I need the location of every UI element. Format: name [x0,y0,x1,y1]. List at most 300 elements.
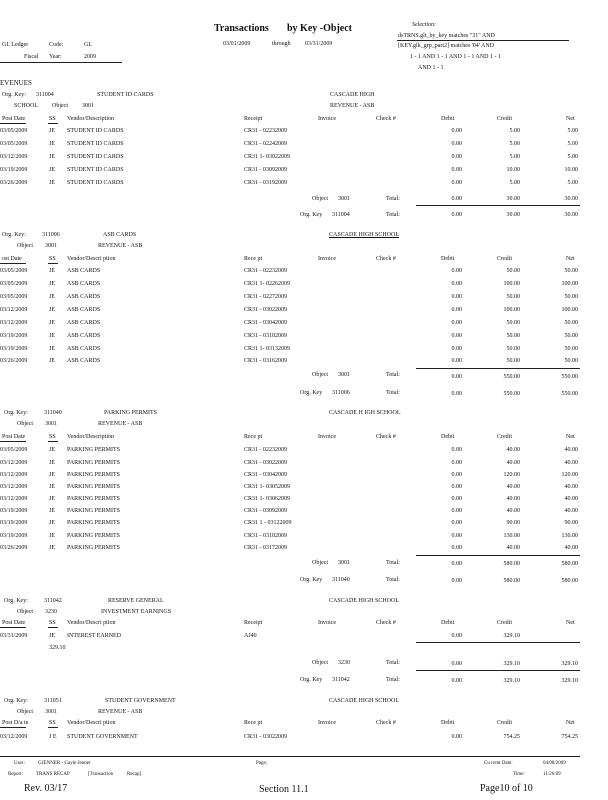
object-desc: REVENUE - ASB [330,103,375,109]
row-debit: 0.00 [451,268,462,274]
col-ss-underline [48,441,58,442]
org-key-value: 311006 [42,232,60,238]
org-total-credit: 329.10 [503,678,520,684]
row-vendor: ASB CARDS [67,333,101,339]
row-ss: J E [49,734,57,740]
col-check: Check # [376,720,396,726]
col-credit: Credit [497,256,512,262]
object-desc: REVENUE - ASB [98,421,143,427]
current-date-label: Cu rrent Date: [484,761,513,766]
row-date: 03/31/2009 [0,633,28,639]
org-school: CASCADE HIGH [330,92,375,98]
row-debit: 0.00 [451,496,462,502]
row-credit: 40.00 [506,508,520,514]
fiscal-label: Fiscal [24,54,39,60]
year-label: Year: [49,54,62,60]
row-net: 40.00 [564,508,578,514]
org-key-desc: ASB CARDS [103,232,137,238]
col-receipt: Receipt [244,620,263,626]
org-school: CASCADE HIGH SCHOOL [329,598,400,604]
date-to: 03/31/2009 [305,41,333,47]
row-date: 03/05/2009 [0,447,28,453]
row-debit: 0.00 [451,180,462,186]
row-date: 03/05/2009 [0,141,28,147]
user-value: GJENNER - Gayle Jenner [38,761,91,766]
row-date: 03/05/2009 [0,268,28,274]
row-debit: 0.00 [451,484,462,490]
row-receipt: CR31 - 03192009 [244,180,288,186]
col-vendor: Vendor/Descri ption [67,720,116,726]
row-credit: 10.00 [506,167,520,173]
col-check: Check # [376,256,396,262]
org-total-label: Org. Key [300,212,323,218]
col-date: Post D/a te [2,720,29,726]
col-net: Net [566,256,575,262]
row-debit: 0.00 [451,154,462,160]
object-total-net: 329.10 [561,661,578,667]
object-value: 3001 [82,103,94,109]
row-debit: 0.00 [451,460,462,466]
row-net: 50.00 [564,358,578,364]
col-vendor: Vendor/Descri ption [67,256,116,262]
selection-line-4: AND 1 - 1 [418,65,444,71]
row-receipt: CR31 - 03022009 [244,734,288,740]
date-from: 03/01/2009 [223,41,251,47]
row-ss: JE [49,346,55,352]
row-receipt: CR31 - 02272009 [244,294,288,300]
col-debit: Debit [441,720,455,726]
col-debit: Debit [441,620,455,626]
row-net: 130.00 [561,533,578,539]
code-value: GL [84,42,92,48]
col-receipt: Receipt [244,116,263,122]
footer-rule [0,756,580,757]
col-ss: SS [49,720,56,726]
object-total-code: 3230 [338,660,350,666]
row-receipt: CR31 - 03102009 [244,333,288,339]
object-total-credit: 329.10 [503,661,520,667]
col-credit: Credit [497,434,512,440]
row-ss: JE [49,545,55,551]
row-credit: 754.25 [503,734,520,740]
org-key-value: 311040 [44,410,62,416]
row-debit: 0.00 [451,307,462,313]
row-vendor: ASB CARDS [67,281,101,287]
row-receipt: CR31 1- 03022009 [244,154,291,160]
row-vendor: PARKING PERMITS [67,545,120,551]
row-debit: 0.00 [451,358,462,364]
row-receipt: CR31 - 03022009 [244,307,288,313]
col-check: Check # [376,116,396,122]
org-key-label: Org. Key: [4,598,28,604]
row-receipt: CR31 1- 03132009 [244,346,291,352]
org-total-code: 311042 [332,677,350,683]
col-ss: SS [49,434,56,440]
through-label: through [272,41,291,47]
object-label: Object [17,609,33,615]
col-vendor: Vendor/Descri ption [67,620,116,626]
org-total-debit: 0.00 [451,391,462,397]
row-net: 754.25 [561,734,578,740]
col-receipt: Rece pt [244,720,263,726]
org-total-label: Org. Key [300,577,323,583]
total-label: Total: [386,390,400,396]
row-debit: 0.00 [451,128,462,134]
row-receipt: CR31 - 02242009 [244,141,288,147]
col-check: Check # [376,434,396,440]
total-label: Total: [386,577,400,583]
row-net: 50.00 [564,268,578,274]
row-date: 03/19/2009 [0,167,28,173]
selection-line-2: [KEY.glk_grp_part2] matches '04' AND [398,43,495,49]
row-ss: JE [49,294,55,300]
row-net: 100.00 [561,307,578,313]
row-receipt: CR31 - 03092009 [244,508,288,514]
object-total-label: Object [312,660,328,666]
org-total-label: Org. Key [300,677,323,683]
code-label: Code: [49,42,64,48]
object-total-code: 3001 [338,372,350,378]
section-heading: EVENUES [0,79,32,87]
row-ss: JE [49,508,55,514]
row-debit: 0.00 [451,167,462,173]
row-ss: JE [49,496,55,502]
col-ss: SS [49,116,56,122]
row-ss: JE [49,281,55,287]
report-value: TRANS RECAP [36,772,70,777]
col-vendor: Vendor/Description [67,434,114,440]
header-rule-left [0,62,122,63]
row-vendor: STUDENT ID CARDS [67,141,124,147]
org-school: CASCADE H IGH SCHOOL [329,410,401,416]
row-ss: JE [49,320,55,326]
row-credit: 50.00 [506,333,520,339]
col-date: Post Date [2,434,26,440]
time-label: Time: [513,772,525,777]
row-credit: 40.00 [506,496,520,502]
total-rule [416,368,580,369]
object-label: Object [17,709,33,715]
org-key-label: Org. Key: [2,232,26,238]
row-vendor: STUDENT ID CARDS [67,180,124,186]
org-total-net: 580.00 [561,578,578,584]
row-debit: 0.00 [451,734,462,740]
row-date: 03/19/2009 [0,333,28,339]
row-date: 03/19/2009 [0,508,28,514]
row-credit: 5.00 [509,154,520,160]
row-vendor: PARKING PERMITS [67,472,120,478]
row-net: 50.00 [564,294,578,300]
org-total-credit: 580.00 [503,578,520,584]
org-total-debit: 0.00 [451,212,462,218]
row-vendor: ASB CARDS [67,320,101,326]
row-credit: 50.00 [506,358,520,364]
org-key-label: Org. Key: [2,92,26,98]
row-ss: JE [49,268,55,274]
row-receipt: CR31 1- 03052009 [244,484,291,490]
object-total-debit: 0.00 [451,661,462,667]
row-ss: JE [49,333,55,339]
object-total-credit: 580.00 [503,561,520,567]
object-total-net: 550.00 [561,374,578,380]
row-date: 03/19/2009 [0,533,28,539]
col-check: Check # [376,620,396,626]
row-vendor: STUDENT ID CARDS [67,167,124,173]
col-date: Post Date [2,620,26,626]
object-total-debit: 0.00 [451,196,462,202]
object-value: 3001 [45,243,57,249]
org-total-code: 311040 [332,577,350,583]
row-receipt: AJ40 [244,633,257,639]
row-ss: JE [49,180,55,186]
col-debit: Debit [441,116,455,122]
object-total-credit: 30.00 [506,196,520,202]
total-label: Total: [386,660,400,666]
row-debit: 0.00 [451,520,462,526]
org-key-desc: PARKING PERMITS [104,410,157,416]
org-key-value: 311051 [44,698,62,704]
row-credit: 50.00 [506,268,520,274]
row-debit: 0.00 [451,533,462,539]
row-receipt: CR31 1 - 03122009 [244,520,292,526]
row-date: 03/26/2009 [0,545,28,551]
object-value: 3001 [45,421,57,427]
selection-rule [397,40,569,41]
row-net: 40.00 [564,447,578,453]
row-debit: 0.00 [451,141,462,147]
row-credit: 5.00 [509,141,520,147]
col-credit: Credit [497,620,512,626]
object-total-credit: 550.00 [503,374,520,380]
row-credit: 5.00 [509,128,520,134]
row-net: 5.00 [567,141,578,147]
row-credit: 100.00 [503,281,520,287]
row-date: 03/12/2009 [0,154,28,160]
row-debit: 0.00 [451,346,462,352]
row-net: 5.00 [567,180,578,186]
object-total-label: Object [312,196,328,202]
total-rule [416,205,580,206]
row-debit: 0.00 [451,281,462,287]
row-vendor: ASB CARDS [67,346,101,352]
col-date-underline [0,263,26,264]
row-credit: 120.00 [503,472,520,478]
org-key-desc: RESERVE GENERAL [108,598,164,604]
row-vendor: ASB CARDS [67,307,101,313]
row-net: 10.00 [564,167,578,173]
row-debit: 0.00 [451,320,462,326]
org-total-credit: 550.00 [503,391,520,397]
row-net: 50.00 [564,320,578,326]
user-label: User: [14,761,25,766]
row-date: 03/26/2009 [0,358,28,364]
section-number: Section 11.1 [259,784,309,795]
row-vendor: ASB CARDS [67,358,101,364]
object-value: 3230 [45,609,57,615]
col-date: ost Date [2,256,22,262]
row-receipt: CR31 - 03022009 [244,460,288,466]
col-date: Post Date [2,116,26,122]
org-key-value: 311042 [44,598,62,604]
col-debit: Debit [441,256,455,262]
year-value: 2009 [84,54,96,60]
row-vendor: STUDENT ID CARDS [67,154,124,160]
row-ss: JE [49,460,55,466]
total-label: Total: [386,677,400,683]
row-date: 03/19/2009 [0,520,28,526]
row-ss: JE [49,154,55,160]
row-net: 100.00 [561,281,578,287]
row-net: 5.00 [567,154,578,160]
row-net: 50.00 [564,346,578,352]
row-date: 03/12/2009 [0,307,28,313]
org-total-debit: 0.00 [451,578,462,584]
row-net: 40.00 [564,460,578,466]
org-total-net: 329.10 [561,678,578,684]
row-debit: 0.00 [451,472,462,478]
total-label: Total: [386,196,400,202]
row-ss: JE [49,167,55,173]
col-date-underline [0,123,26,124]
org-key-label: Org. Key: [4,410,28,416]
col-net: Net [566,620,575,626]
row-date: 03/12/2009 [0,496,28,502]
row-receipt: CR31 - 03172009 [244,545,288,551]
total-rule [416,670,580,671]
row-debit: 0.00 [451,633,462,639]
org-total-code: 311006 [332,390,350,396]
object-total-code: 3001 [338,196,350,202]
row-credit: 40.00 [506,545,520,551]
col-ss: SS [49,620,56,626]
col-credit: Credit [497,720,512,726]
row-receipt: CR31 - 03042009 [244,320,288,326]
row-vendor: STUDENT GOVERNMENT [67,734,138,740]
row-date: 03/05/2009 [0,128,28,134]
org-total-net: 30.00 [564,212,578,218]
row-vendor: ASB CARDS [67,294,101,300]
row-receipt: CR31 - 02232009 [244,268,288,274]
row-date: 03/05/2009 [0,294,28,300]
revision: Rev. 03/17 [24,783,68,794]
row-date: 03/12/2009 [0,460,28,466]
row-ss: JE [49,307,55,313]
object-label: Object [52,103,68,109]
row-date: 03/12/2009 [0,320,28,326]
row-net: 40.00 [564,545,578,551]
col-ss-underline [48,123,58,124]
report-label: Report: [8,772,23,777]
row-credit: 100.00 [503,307,520,313]
report-recap: Recap] [127,772,142,777]
current-date-value: 04/08/2009 [543,761,566,766]
row-credit: 329.10 [503,633,520,639]
row-receipt: CR31 - 03162009 [244,358,288,364]
col-ss-underline [48,627,58,628]
row-debit: 0.00 [451,333,462,339]
row-ss: JE [49,533,55,539]
row-vendor: PARKING PERMITS [67,508,120,514]
row-credit: 50.00 [506,294,520,300]
row-ss: JE [49,472,55,478]
col-receipt: Rece pt [244,256,263,262]
row-debit: 0.00 [451,447,462,453]
org-total-code: 311004 [332,212,350,218]
row-ss: JE [49,358,55,364]
org-key-desc: STUDENT ID CARDS [97,92,154,98]
row-debit: 0.00 [451,508,462,514]
row-date: 03/26/2009 [0,180,28,186]
row-receipt: CR31 - 03102009 [244,533,288,539]
total-label: Total: [386,212,400,218]
report-title-suffix: by Key -Object [287,23,352,34]
continued-net-value: 329.10 [49,645,66,651]
row-credit: 50.00 [506,320,520,326]
page-label: Page: [256,761,268,766]
selection-line-3: 1 - 1 AND 1 - 1 AND 1 - 1 AND 1 - 1 [410,54,501,60]
object-label: Object [17,243,33,249]
row-vendor: INTEREST EARNED [67,633,122,639]
gl-ledger-label: GL Ledger [2,42,29,48]
row-ss: JE [49,141,55,147]
row-receipt: CR31 - 03042009 [244,472,288,478]
row-vendor: PARKING PERMITS [67,496,120,502]
total-rule [416,555,580,556]
selection-label: Selection: [412,22,436,28]
col-date-underline [0,441,26,442]
row-vendor: PARKING PERMITS [67,460,120,466]
col-credit: Credit [497,116,512,122]
col-date-underline [0,727,26,728]
row-credit: 90.00 [506,520,520,526]
row-net: 120.00 [561,472,578,478]
row-credit: 40.00 [506,447,520,453]
object-total-net: 30.00 [564,196,578,202]
row-vendor: STUDENT ID CARDS [67,128,124,134]
org-total-net: 550.00 [561,391,578,397]
row-net: 5.00 [567,128,578,134]
row-debit: 0.00 [451,294,462,300]
object-total-debit: 0.00 [451,561,462,567]
total-label: Total: [386,372,400,378]
row-vendor: PARKING PERMITS [67,484,120,490]
page-number: Page10 of 10 [480,783,533,794]
total-rule [416,642,580,643]
col-vendor: Vendor/Description [67,116,114,122]
col-ss: SS [49,256,56,262]
selection-line-1: dsTRNS.glt_by_key matches "31" AND [398,33,495,39]
col-ss-underline [48,727,58,728]
col-invoice: Invoice [318,434,336,440]
row-vendor: PARKING PERMITS [67,447,120,453]
row-ss: JE [49,520,55,526]
object-desc: INVESTMENT EARNINGS [101,609,172,615]
row-date: 03/19/2009 [0,346,28,352]
total-label: Total: [386,560,400,566]
row-ss: JE [49,447,55,453]
object-label: Object [17,421,33,427]
col-invoice: Invoice [318,116,336,122]
object-desc: REVENUE - ASB [98,243,143,249]
row-debit: 0.00 [451,545,462,551]
org-key-desc: STUDENT GOVERNMENT [105,698,176,704]
col-date-underline [0,627,26,628]
object-prefix: SCHOOL [14,103,39,109]
report-title: Transactions [214,23,269,34]
row-credit: 40.00 [506,484,520,490]
time-value: 11:26:09 [543,772,561,777]
row-credit: 40.00 [506,460,520,466]
